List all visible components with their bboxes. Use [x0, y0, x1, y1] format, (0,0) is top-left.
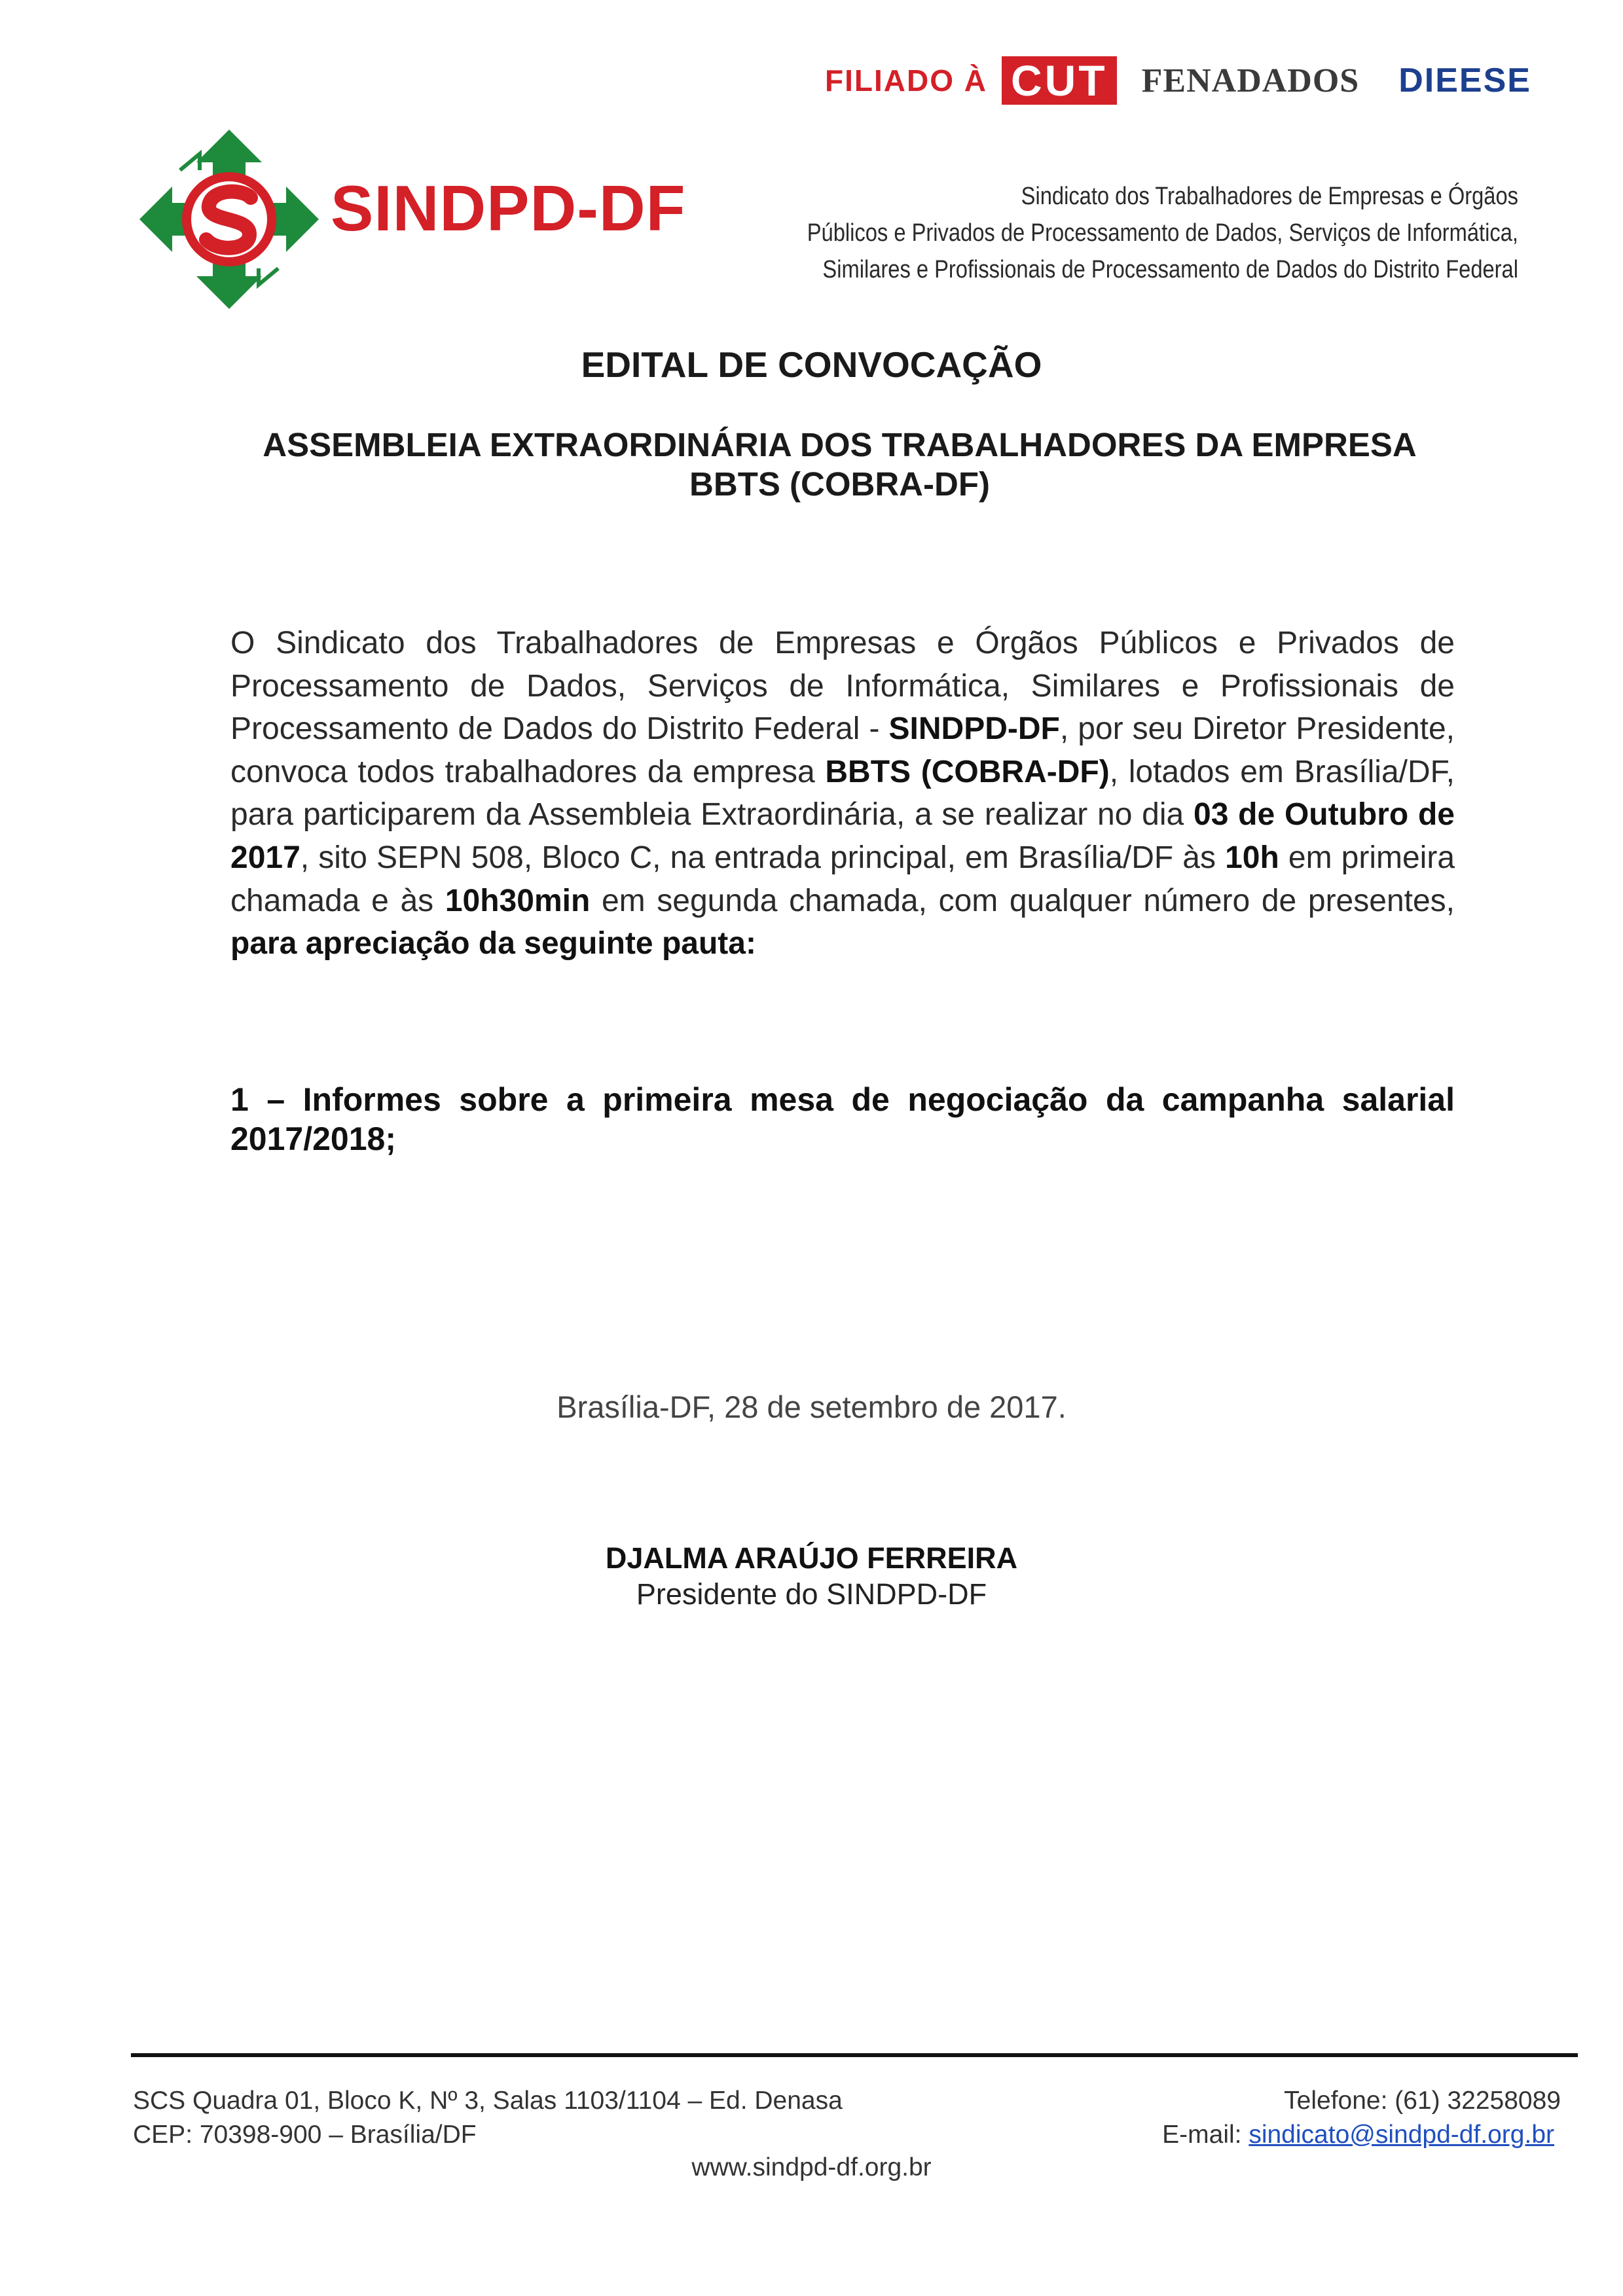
dieese-logo: DIEESE: [1398, 62, 1531, 99]
paragraph-text: , por seu Diretor Presidente, convoca todos trabalhadores da empresa: [230, 711, 1455, 789]
subtitle-line: ASSEMBLEIA EXTRAORDINÁRIA DOS TRABALHADORES DA EMPRESA: [263, 426, 1417, 463]
agenda-item-line: 1 – Informes sobre a primeira mesa de negociação da campanha salarial: [230, 1081, 1455, 1118]
convocation-paragraph: [230, 622, 1455, 965]
footer-email: [1162, 2121, 1554, 2149]
affiliation-bar: [825, 51, 1552, 110]
first-call-time: 10h: [1225, 840, 1279, 875]
org-description: [786, 178, 1518, 288]
footer-address-line: SCS Quadra 01, Bloco K, Nº 3, Salas 1103/1104 – Ed. Denasa: [133, 2087, 843, 2115]
second-call-time: 10h30min: [445, 883, 591, 918]
sindpd-logo-icon: [134, 124, 324, 314]
document-title: EDITAL DE CONVOCAÇÃO: [581, 344, 1042, 385]
paragraph-text: em segunda chamada, com qualquer número de presentes,: [590, 883, 1455, 918]
org-description-line: Sindicato dos Trabalhadores de Empresas e Órgãos: [1021, 183, 1518, 210]
paragraph-text: O Sindicato dos Trabalhadores de Empresas e Órgãos Públicos e Privados de Processamento de Dados, Serviços de Informática, Similares e Profissionais de Processamento de Dados do Distrito Federal -: [230, 626, 1455, 747]
brand-name: SINDPD-DF: [331, 172, 686, 244]
assembly-date: 03 de Outubro de 2017: [230, 797, 1455, 875]
email-label: E-mail:: [1162, 2121, 1249, 2149]
org-description-line: Públicos e Privados de Processamento de Dados, Serviços de Informática,: [807, 219, 1518, 247]
document-subtitle: [223, 425, 1457, 504]
footer-divider: [131, 2053, 1578, 2057]
email-link[interactable]: sindicato@sindpd-df.org.br: [1249, 2121, 1554, 2149]
company-name: BBTS (COBRA-DF): [825, 754, 1110, 789]
footer-phone: Telefone: (61) 32258089: [1284, 2087, 1561, 2115]
org-name: SINDPD-DF: [888, 711, 1060, 747]
footer-website: www.sindpd-df.org.br: [691, 2153, 932, 2181]
agenda-item-line: 2017/2018;: [230, 1121, 397, 1157]
paragraph-text: em primeira chamada e às: [230, 840, 1455, 918]
fenadados-logo: FENADADOS: [1141, 62, 1360, 99]
signatory-role: Presidente do SINDPD-DF: [636, 1577, 987, 1611]
footer-address-line: CEP: 70398-900 – Brasília/DF: [133, 2121, 477, 2149]
paragraph-text: , sito SEPN 508, Bloco C, na entrada principal, em Brasília/DF às: [300, 840, 1226, 875]
cut-logo: CUT: [1002, 56, 1117, 105]
place-date: Brasília-DF, 28 de setembro de 2017.: [556, 1390, 1067, 1424]
agenda-item: [230, 1080, 1455, 1158]
org-description-line: Similares e Profissionais de Processamento de Dados do Distrito Federal: [822, 256, 1518, 283]
affiliation-label: FILIADO À: [825, 63, 987, 98]
paragraph-text: , lotados em Brasília/DF, para participarem da Assembleia Extraordinária, a se realizar no dia: [230, 754, 1455, 833]
subtitle-line: BBTS (COBRA-DF): [689, 465, 990, 503]
agenda-intro: para apreciação da seguinte pauta:: [230, 926, 756, 961]
signatory-name: DJALMA ARAÚJO FERREIRA: [605, 1541, 1018, 1575]
